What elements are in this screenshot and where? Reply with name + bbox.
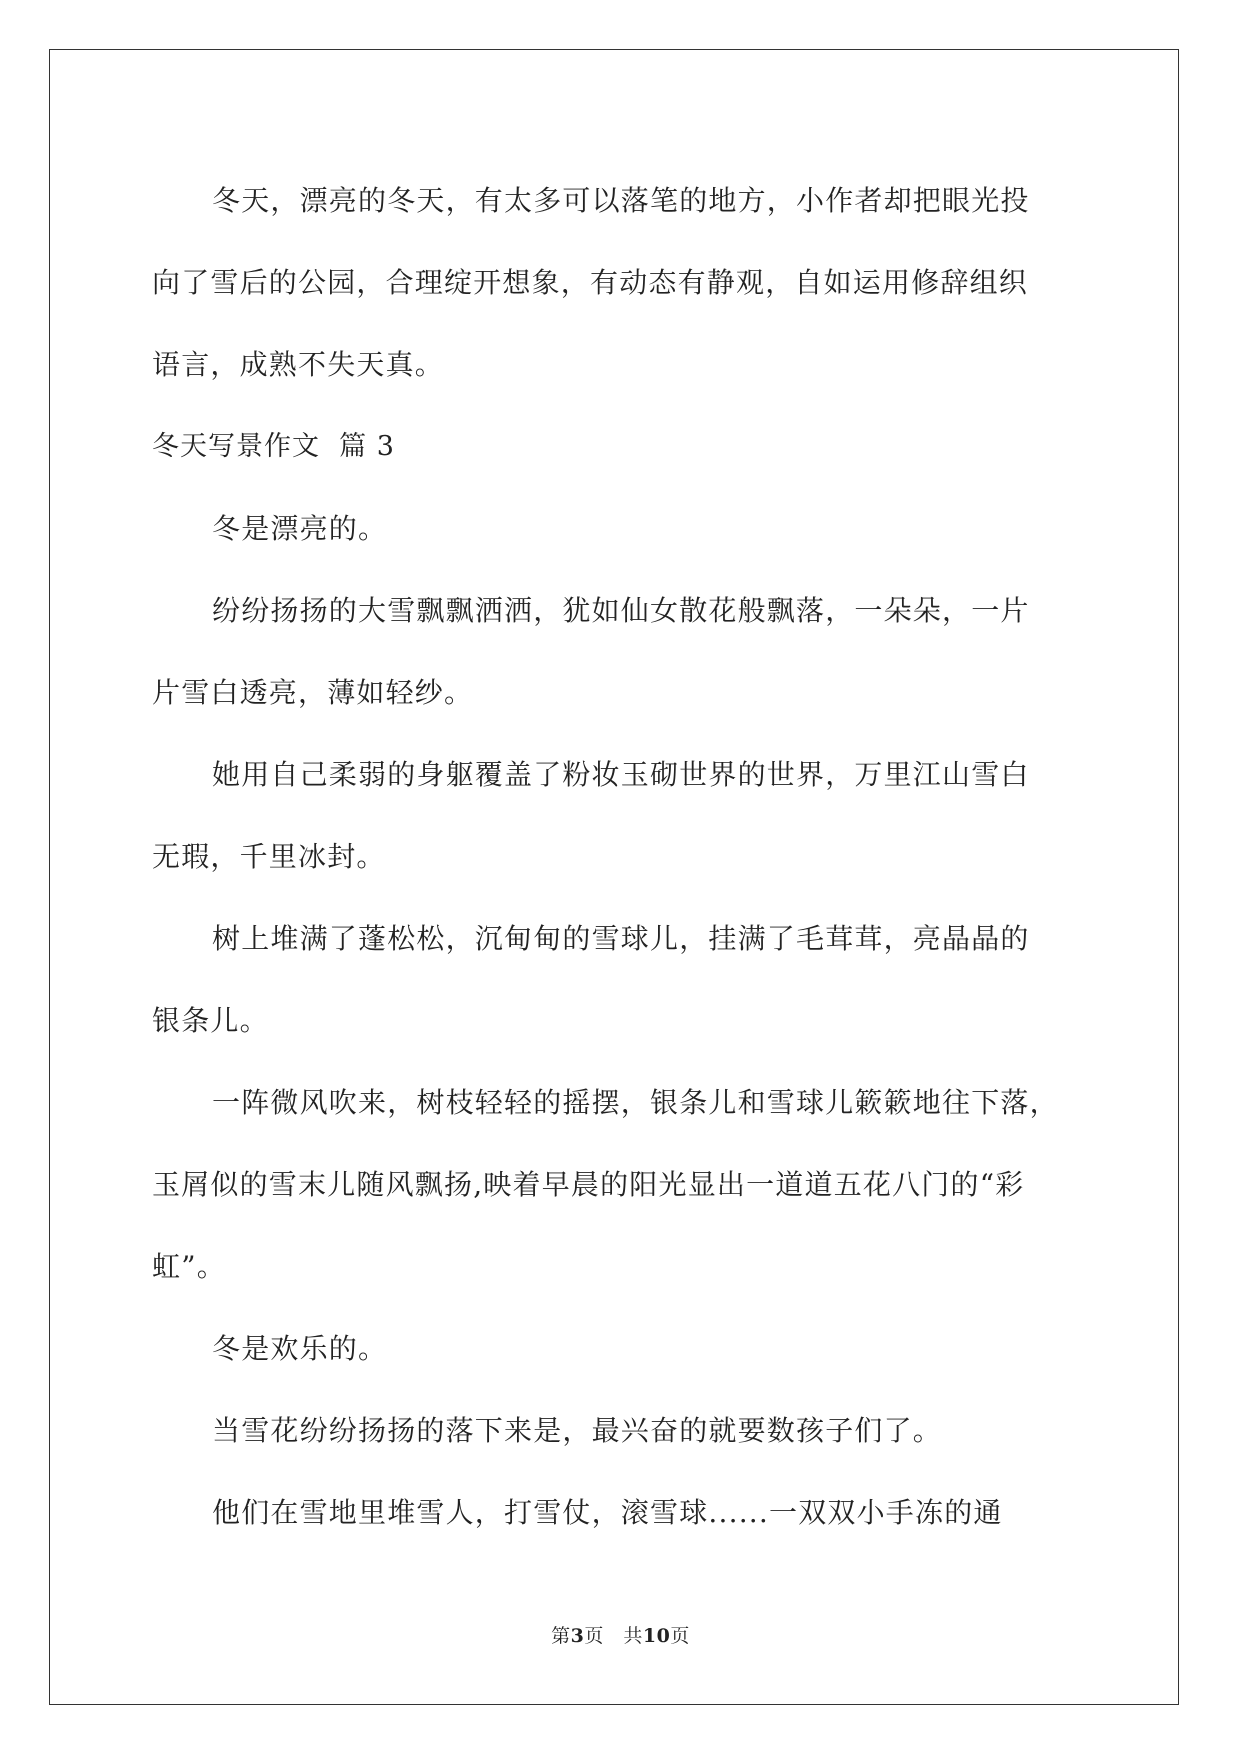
page-footer [0, 1621, 1241, 1648]
current-page-number: 3 [570, 1625, 585, 1647]
text-line: 纷纷扬扬的大雪飘飘洒洒，犹如仙女散花般飘落，一朵朵，一片 [212, 594, 1030, 627]
text-line: 当雪花纷纷扬扬的落下来是，最兴奋的就要数孩子们了。 [212, 1414, 943, 1447]
text-line: 无瑕，千里冰封。 [152, 840, 386, 873]
text-line: 语言，成熟不失天真。 [152, 348, 445, 381]
text-line: 树上堆满了蓬松松，沉甸甸的雪球儿，挂满了毛茸茸，亮晶晶的 [212, 922, 1030, 955]
page-prefix: 第 [551, 1625, 571, 1647]
text-line: 冬天，漂亮的冬天，有太多可以落笔的地方，小作者却把眼光投 [212, 184, 1030, 217]
total-pages-number: 10 [642, 1625, 671, 1647]
text-line: 向了雪后的公园，合理绽开想象，有动态有静观，自如运用修辞组织 [152, 266, 1029, 299]
text-line: 片雪白透亮，薄如轻纱。 [152, 676, 474, 709]
page-suffix: 页 [670, 1625, 690, 1647]
text-line: 冬是欢乐的。 [212, 1332, 388, 1365]
text-line: 玉屑似的雪末儿随风飘扬,映着早晨的阳光显出一道道五花八门的“彩 [152, 1168, 1025, 1201]
page-mid: 页 共 [584, 1625, 643, 1647]
document-body [152, 160, 1102, 1554]
text-line: 银条儿。 [152, 1004, 269, 1037]
text-line: 他们在雪地里堆雪人，打雪仗，滚雪球......一双双小手冻的通 [212, 1496, 1003, 1529]
text-line: 虹”。 [152, 1250, 226, 1283]
text-line: 冬是漂亮的。 [212, 512, 388, 545]
text-line: 她用自己柔弱的身躯覆盖了粉妆玉砌世界的世界，万里江山雪白 [212, 758, 1030, 791]
text-line: 一阵微风吹来，树枝轻轻的摇摆，银条儿和雪球儿簌簌地往下落， [212, 1086, 1059, 1119]
section-heading: 冬天写景作文 篇 3 [152, 431, 395, 462]
